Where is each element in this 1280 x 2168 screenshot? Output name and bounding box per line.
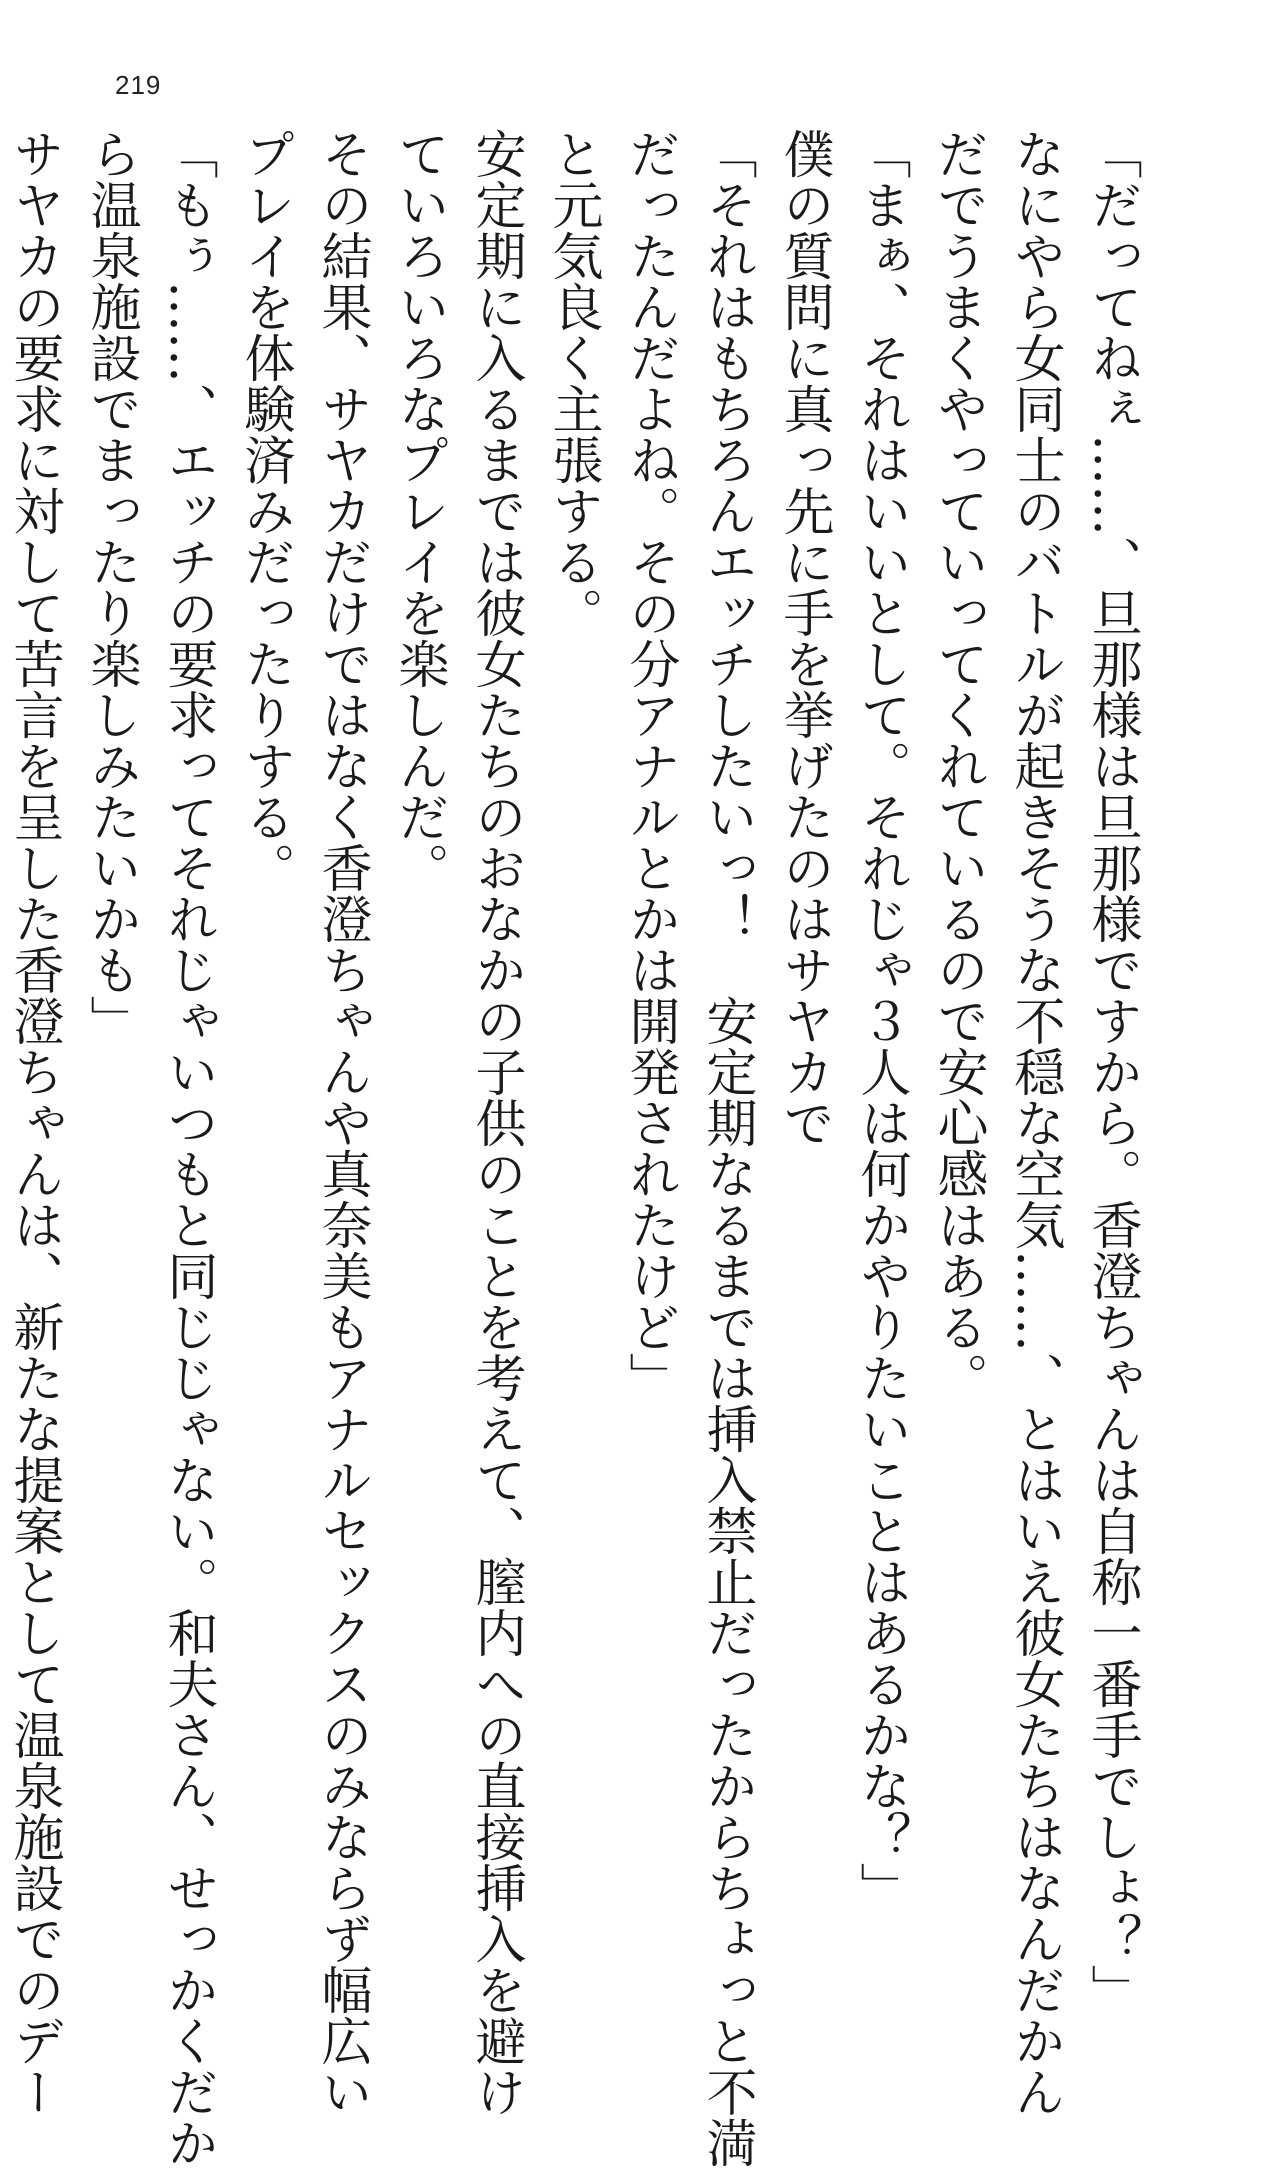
text-line: だったんだよね。その分アナルとかは開発されたけど」 [620,128,679,1403]
text-line: プレイを体験済みだったりする。 [235,128,294,893]
text-line: 「もぅ……、エッチの要求ってそれじゃいつもと同じじゃない。和夫さん、せっかくだか [158,128,217,2168]
text-line: だでうまくやっていってくれているので安心感はある。 [928,128,987,1403]
text-line: サヤカの要求に対して苦言を呈した香澄ちゃんは、新たな提案として温泉施設でのデー [4,128,63,2117]
text-line: その結果、サヤカだけではなく香澄ちゃんや真奈美もアナルセックスのみならず幅広い [312,128,371,2117]
text-line: と元気良く主張する。 [543,128,602,638]
text-line: 安定期に入るまでは彼女たちのおなかの子供のことを考えて、膣内への直接挿入を避け [466,128,525,2117]
text-line: 「まぁ、それはいいとして。それじゃ３人は何かやりたいことはあるかな？」 [851,128,910,1913]
page-number: 219 [115,70,162,100]
text-line: ていろいろなプレイを楽しんだ。 [389,128,448,893]
body-text [4,128,1150,2168]
text-line: 「それはもちろんエッチしたいっ！ 安定期なるまでは挿入禁止だったからちょっと不満 [697,128,756,2168]
text-line: 僕の質問に真っ先に手を挙げたのはサヤカで [774,128,833,1148]
text-line: 「だってねぇ……、旦那様は旦那様ですから。香澄ちゃんは自称一番手でしょ？」 [1082,128,1141,2015]
text-line: ら温泉施設でまったり楽しみたいかも」 [81,128,140,1046]
text-line: なにやら女同士のバトルが起きそうな不穏な空気……、とはいえ彼女たちはなんだかん [1005,128,1064,2117]
